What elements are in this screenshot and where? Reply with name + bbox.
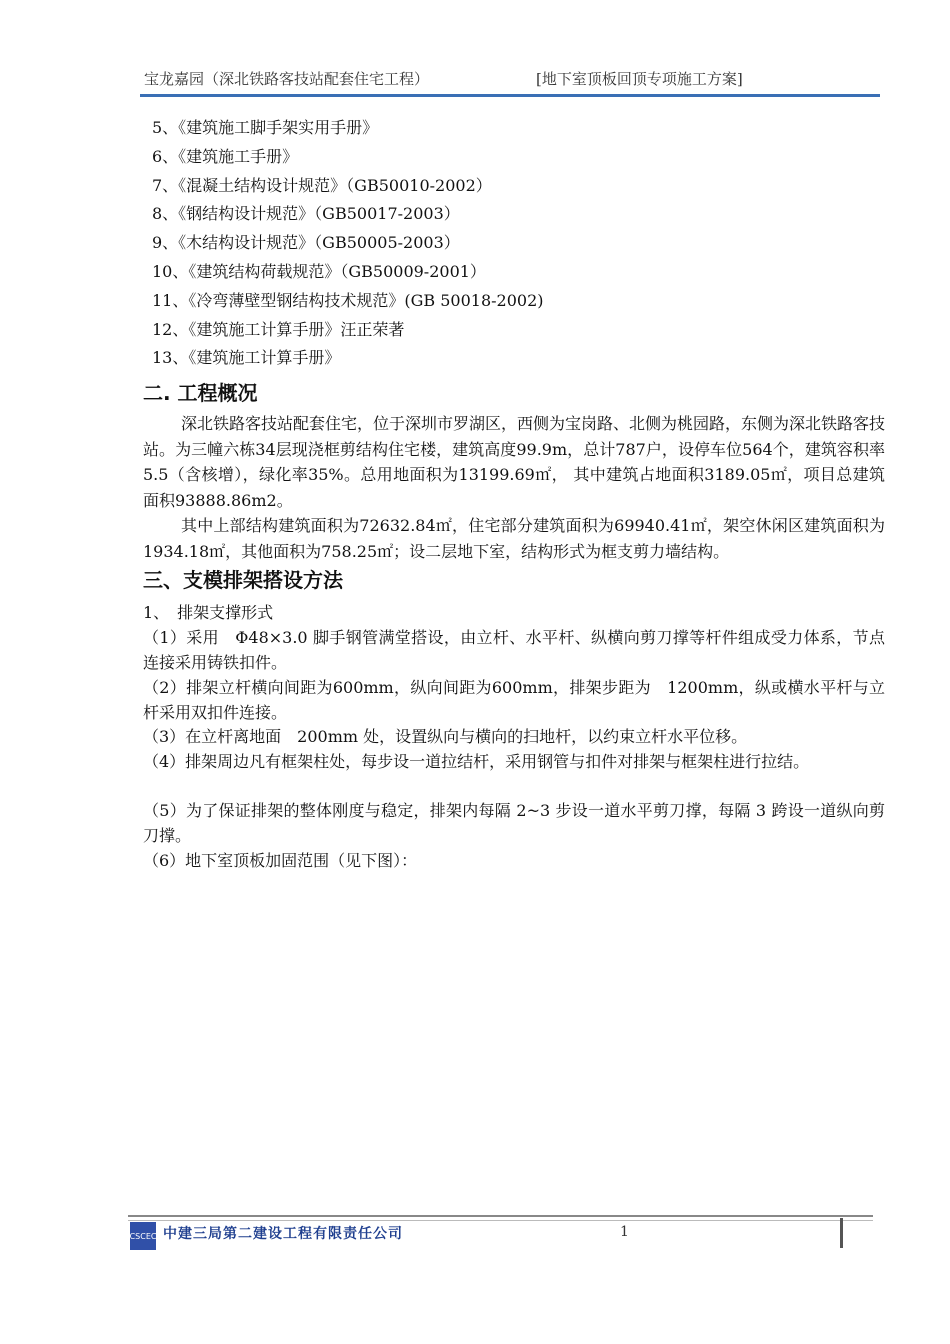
reference-item: 5、《建筑施工脚手架实用手册》 bbox=[152, 118, 379, 137]
section-2-heading: 二. 工程概况 bbox=[143, 381, 258, 405]
reference-item: 8、《钢结构设计规范》（GB50017-2003） bbox=[152, 204, 460, 224]
header-project-name: 宝龙嘉园（深北铁路客技站配套住宅工程） bbox=[144, 70, 430, 88]
reference-item: 11、《冷弯薄壁型钢结构技术规范》(GB 50018-2002) bbox=[152, 290, 544, 310]
company-logo-icon: CSCEC bbox=[130, 1222, 156, 1250]
page-number: 1 bbox=[620, 1224, 629, 1240]
reference-item: 13、《建筑施工计算手册》 bbox=[152, 348, 341, 368]
reference-item: 10、《建筑结构荷载规范》（GB50009-2001） bbox=[152, 261, 486, 281]
header-document-title: [地下室顶板回顶专项施工方案] bbox=[536, 70, 743, 88]
project-overview-paragraph-1: 深北铁路客技站配套住宅，位于深圳市罗湖区，西侧为宝岗路、北侧为桃园路，东侧为深北铁路客技站。为三幢六栋34层现浇框剪结构住宅楼，建筑高度99.9m，总计787户，设停车位564个，建筑容积率5.5（含核增），绿化率35%。总用地面积为13199.69㎡， 其中建筑占地面积3189.05㎡，项目总建筑面积93888.86m2。 bbox=[143, 414, 886, 510]
reference-item: 7、《混凝土结构设计规范》（GB50010-2002） bbox=[152, 175, 492, 195]
footer-divider-thin bbox=[128, 1220, 873, 1221]
reference-list bbox=[152, 114, 544, 373]
reference-item: 9、《木结构设计规范》（GB50005-2003） bbox=[152, 233, 460, 253]
reference-item: 12、《建筑施工计算手册》汪正荣著 bbox=[152, 319, 405, 339]
section-3-heading: 三、支模排架搭设方法 bbox=[143, 568, 343, 592]
footer-company-name: 中建三局第二建设工程有限责任公司 bbox=[163, 1226, 403, 1242]
footer-vertical-bar bbox=[840, 1218, 843, 1248]
page-header bbox=[140, 66, 880, 97]
method-item-5: （5）为了保证排架的整体刚度与稳定，排架内每隔 2~3 步设一道水平剪刀撑，每隔 3 跨设一道纵向剪刀撑。 bbox=[143, 801, 885, 845]
footer-divider bbox=[128, 1215, 873, 1217]
method-item-2: （2）排架立杆横向间距为600mm，纵向间距为600mm，排架步距为 1200mm，纵或横水平杆与立杆采用双扣件连接。 bbox=[143, 678, 885, 722]
subsection-title: 1、 排架支撑形式 bbox=[143, 603, 274, 622]
reference-item: 6、《建筑施工手册》 bbox=[152, 146, 299, 166]
method-item-4: （4）排架周边凡有框架柱处，每步设一道拉结杆，采用钢管与扣件对排架与框架柱进行拉结。 bbox=[143, 752, 810, 771]
method-item-1: （1）采用 Φ48×3.0 脚手钢管满堂搭设，由立杆、水平杆、纵横向剪刀撑等杆件组成受力体系，节点连接采用铸铁扣件。 bbox=[143, 628, 885, 672]
method-item-6: （6）地下室顶板加固范围（见下图）： bbox=[143, 851, 418, 870]
project-overview-paragraph-2: 其中上部结构建筑面积为72632.84㎡，住宅部分建筑面积为69940.41㎡，架空休闲区建筑面积为1934.18㎡，其他面积为758.25㎡；设二层地下室，结构形式为框支剪力墙结构。 bbox=[143, 516, 885, 561]
method-item-3: （3）在立杆离地面 200mm 处，设置纵向与横向的扫地杆，以约束立杆水平位移。 bbox=[143, 727, 748, 746]
